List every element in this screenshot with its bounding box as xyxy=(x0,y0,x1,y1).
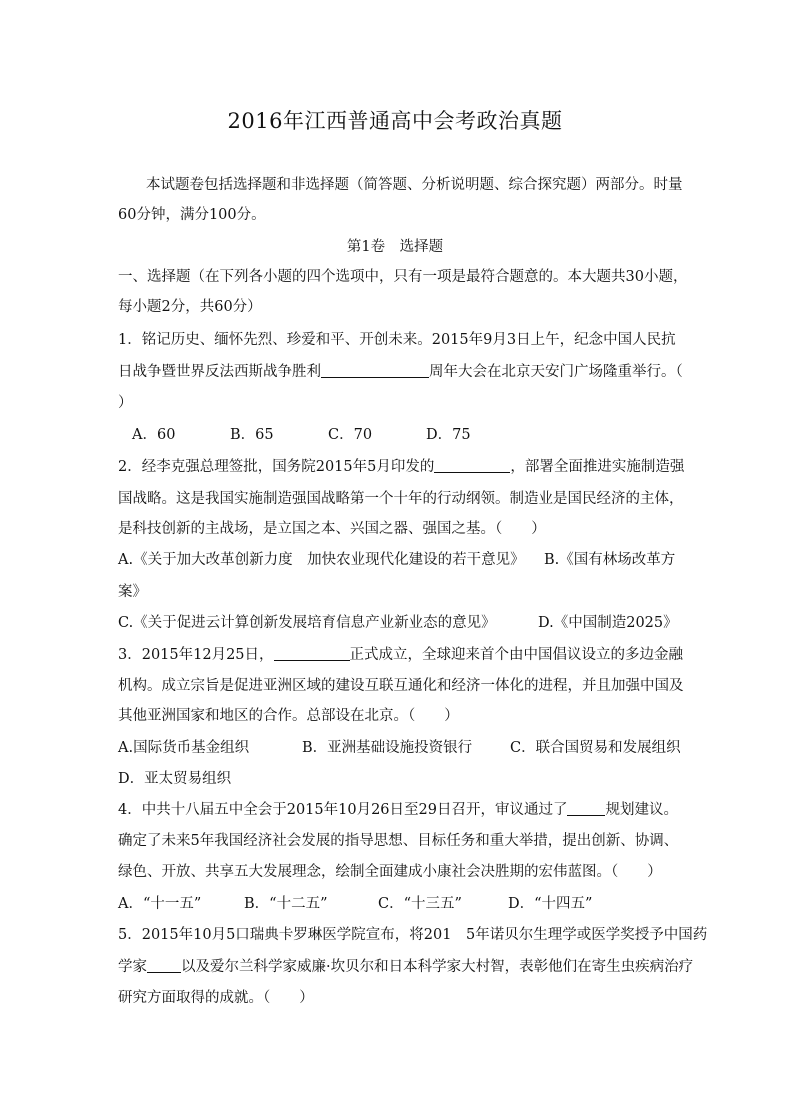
q4-text-before-blank: 4．中共十八届五中全会于2015年10月26日至29日召开，审议通过了 xyxy=(118,802,568,818)
q5-text-after-blank: 以及爱尔兰科学家威廉·坎贝尔和日本科学家大村智，表彰他们在寄生虫疾病治疗 xyxy=(181,959,694,975)
q2-blank xyxy=(434,458,510,473)
q1-text-after-blank: 周年大会在北京天安门广场隆重举行。（ xyxy=(429,364,683,380)
q4-option-a: A．“十一五” xyxy=(118,896,202,912)
q1-option-b: B．65 xyxy=(230,427,274,443)
q1-line-1: 1．铭记历史、缅怀先烈、珍爱和平、开创未来。2015年9月3日上午，纪念中国人民抗 xyxy=(118,332,676,348)
q2-line-1 xyxy=(118,457,685,477)
exam-title: 2016年江西普通高中会考政治真题 xyxy=(227,109,563,133)
q4-line-1 xyxy=(118,800,678,820)
q2-option-a: A.《关于加大改革创新力度 加快农业现代化建设的若干意见》 xyxy=(118,552,525,568)
q3-blank xyxy=(274,646,350,661)
q1-line-3: ） xyxy=(118,395,133,411)
intro-line-2: 60分钟，满分100分。 xyxy=(118,207,266,223)
q5-line-3: 研究方面取得的成就。（ ） xyxy=(118,990,314,1006)
q4-text-after-blank: 规划建议。 xyxy=(605,802,678,818)
q3-line-3: 其他亚洲国家和地区的合作。总部设在北京。（ ） xyxy=(118,708,459,724)
part1-instruction-2: 每小题2分，共60分） xyxy=(118,299,262,315)
q4-option-b: B．“十二五” xyxy=(244,896,328,912)
q3-line-1 xyxy=(118,645,684,665)
q2-option-c: C.《关于促进云计算创新发展培育信息产业新业态的意见》 xyxy=(118,615,496,631)
q3-line-2: 机构。成立宗旨是促进亚洲区域的建设互联互通化和经济一体化的进程，并且加强中国及 xyxy=(118,678,684,694)
q4-option-d: D．“十四五” xyxy=(508,896,593,912)
q1-line-2 xyxy=(118,362,683,382)
q3-option-a: A.国际货币基金组织 xyxy=(118,740,250,756)
intro-line-1: 本试题卷包括选择题和非选择题（简答题、分析说明题、综合探究题）两部分。时量 xyxy=(146,177,683,193)
section-heading: 第1卷 选择题 xyxy=(346,239,444,255)
q5-text-before-blank: 学家 xyxy=(118,959,147,975)
q5-line-2 xyxy=(118,957,694,977)
q2-text-after-blank: ，部署全面推进实施制造强 xyxy=(510,459,685,475)
q3-text-after-blank: 正式成立，全球迎来首个由中国倡议设立的多边金融 xyxy=(349,647,684,663)
q3-option-b: B．亚洲基础设施投资银行 xyxy=(302,740,473,756)
q1-option-d: D．75 xyxy=(426,427,471,443)
q1-text-before-blank: 日战争暨世界反法西斯战争胜利 xyxy=(118,364,321,380)
q3-option-c: C．联合国贸易和发展组织 xyxy=(510,740,681,756)
q1-option-a: A．60 xyxy=(132,427,176,443)
q1-option-c: C．70 xyxy=(328,427,373,443)
q5-line-1: 5．2015年10月5口瑞典卡罗琳医学院宣布，将201 5年诺贝尔生理学或医学奖授予中国药 xyxy=(118,927,708,943)
q3-option-d: D．亚太贸易组织 xyxy=(118,771,232,787)
q2-option-b-continued: 案》 xyxy=(118,584,147,600)
q4-line-2: 确定了未来5年我国经济社会发展的指导思想、目标任务和重大举措，提出创新、协调、 xyxy=(118,833,679,849)
q4-blank xyxy=(567,801,605,816)
part1-instruction-1: 一、选择题（在下列各小题的四个选项中，只有一项是最符合题意的。本大题共30小题， xyxy=(118,269,688,285)
q2-line-3: 是科技创新的主战场，是立国之本、兴国之器、强国之基。（ ） xyxy=(118,521,546,537)
q2-option-d: D.《中国制造2025》 xyxy=(538,615,678,631)
q2-text-before-blank: 2．经李克强总理签批，国务院2015年5月印发的 xyxy=(118,459,435,475)
q3-text-before-blank: 3．2015年12月25日， xyxy=(118,647,274,663)
q1-blank xyxy=(321,363,429,378)
q4-line-3: 绿色、开放、共享五大发展理念，绘制全面建成小康社会决胜期的宏伟蓝图。（ ） xyxy=(118,864,662,880)
q2-option-b: B.《国有林场改革方 xyxy=(544,552,676,568)
q2-line-2: 国战略。这是我国实施制造强国战略第一个十年的行动纲领。制造业是国民经济的主体， xyxy=(118,491,684,507)
q5-blank xyxy=(147,958,181,973)
q4-option-c: C．“十三五” xyxy=(378,896,462,912)
